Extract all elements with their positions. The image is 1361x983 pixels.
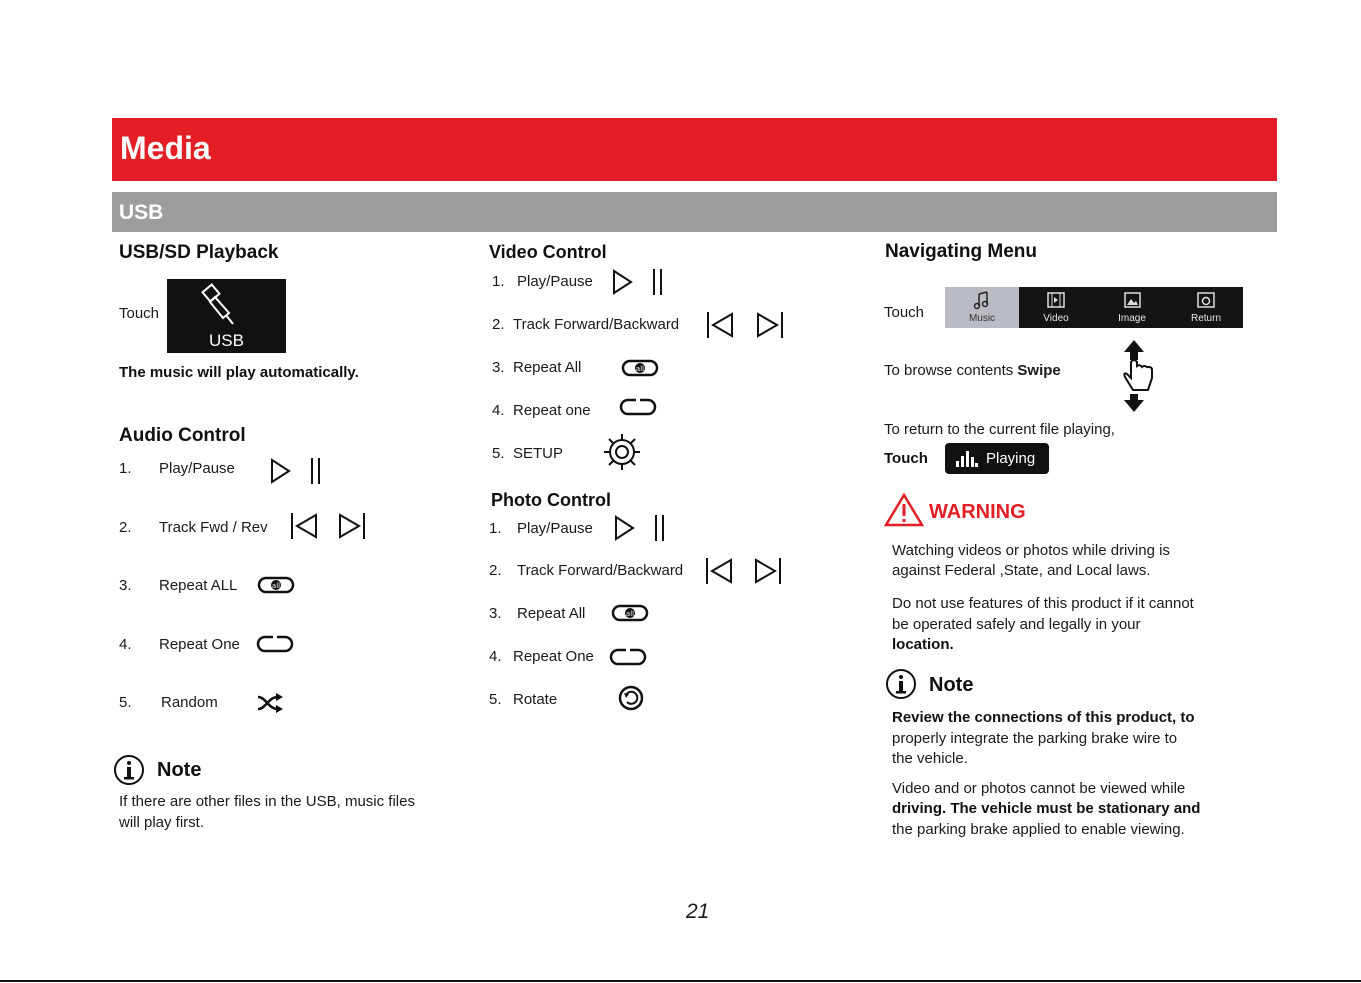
list-item-number: 5.	[489, 691, 502, 708]
repeat-all-icon	[621, 358, 659, 378]
video-control-heading: Video Control	[489, 242, 607, 262]
menu-video-button[interactable]	[1019, 287, 1093, 328]
list-item-number: 3.	[119, 577, 132, 594]
warning-text: be operated safely and legally in your	[892, 616, 1141, 633]
video-icon	[1047, 292, 1065, 308]
list-item-label: Repeat ALL	[159, 577, 238, 594]
list-item-number: 1.	[489, 520, 502, 537]
note-text: Video and or photos cannot be viewed while	[892, 780, 1186, 797]
warning-text: location.	[892, 636, 954, 653]
subsection-title: USB	[119, 201, 164, 224]
list-item-label: Track Fwd / Rev	[159, 519, 268, 536]
section-title-bar	[112, 118, 1277, 181]
list-item-number: 3.	[489, 605, 502, 622]
list-item-number: 4.	[119, 636, 132, 653]
note-heading: Note	[157, 759, 202, 781]
note-text: If there are other files in the USB, music files	[119, 793, 415, 810]
list-item-number: 1.	[119, 460, 132, 477]
svg-text:all: all	[271, 582, 281, 590]
note-text: Review the connections of this product, to	[892, 709, 1195, 726]
usb-playback-heading: USB/SD Playback	[119, 242, 279, 263]
subsection-bar	[112, 192, 1277, 232]
info-icon	[885, 668, 917, 700]
page-number: 21	[686, 900, 710, 923]
shuffle-icon	[256, 692, 284, 714]
now-playing-label: Playing	[986, 450, 1036, 467]
music-icon	[974, 291, 990, 311]
repeat-one-icon	[619, 397, 657, 417]
list-item-label: Track Forward/Backward	[517, 562, 684, 579]
list-item-label: Play/Pause	[159, 460, 235, 477]
list-item-label: Repeat All	[513, 359, 582, 376]
media-menu-bar	[945, 287, 1243, 328]
auto-play-text: The music will play automatically.	[119, 364, 359, 381]
repeat-one-icon	[256, 634, 294, 654]
note-text: will play first.	[119, 814, 205, 831]
touch-label: Touch	[884, 304, 925, 321]
equalizer-icon	[956, 451, 978, 467]
list-item-number: 4.	[492, 402, 505, 419]
image-icon	[1124, 292, 1141, 308]
list-item-label: Repeat All	[517, 605, 586, 622]
list-item-label: Repeat One	[513, 648, 594, 665]
play-pause-icon	[614, 514, 666, 542]
list-item-label: Play/Pause	[517, 520, 593, 537]
track-next-icon	[337, 512, 367, 540]
track-next-icon	[753, 557, 783, 585]
play-pause-icon	[612, 268, 664, 296]
list-item-label: Repeat One	[159, 636, 240, 653]
menu-music-button[interactable]	[945, 287, 1019, 328]
menu-video-label: Video	[1043, 313, 1069, 324]
navigating-menu-heading: Navigating Menu	[885, 241, 1038, 262]
track-previous-icon	[705, 557, 735, 585]
swipe-text: Swipe	[1017, 362, 1061, 379]
list-item-number: 5.	[119, 694, 132, 711]
list-item-number: 2.	[492, 316, 505, 333]
warning-heading: WARNING	[929, 501, 1026, 523]
warning-text: Watching videos or photos while driving is	[892, 542, 1170, 559]
swipe-gesture-icon	[1114, 340, 1158, 412]
now-playing-button[interactable]	[945, 443, 1049, 474]
warning-text: against Federal ,State, and Local laws.	[892, 562, 1151, 579]
browse-text: To browse contents	[884, 362, 1014, 379]
note-text: the vehicle.	[892, 750, 968, 767]
list-item-number: 2.	[489, 562, 502, 579]
play-pause-icon	[270, 457, 322, 485]
list-item-label: Play/Pause	[517, 273, 593, 290]
list-item-label: SETUP	[513, 445, 564, 462]
note-heading: Note	[929, 674, 974, 696]
menu-image-button[interactable]	[1095, 287, 1169, 328]
info-icon	[113, 754, 145, 786]
track-previous-icon	[290, 512, 320, 540]
repeat-all-icon	[611, 603, 649, 623]
track-previous-icon	[706, 311, 736, 339]
note-text: the parking brake applied to enable viewing.	[892, 821, 1185, 838]
list-item-label: Rotate	[513, 691, 558, 708]
browse-instruction	[884, 362, 1061, 379]
return-instruction: To return to the current file playing,	[884, 421, 1115, 438]
list-item-number: 5.	[492, 445, 505, 462]
repeat-one-icon	[609, 647, 647, 667]
usb-button-label: USB	[209, 331, 244, 350]
track-next-icon	[755, 311, 785, 339]
list-item-number: 1.	[492, 273, 505, 290]
list-item-label: Track Forward/Backward	[513, 316, 680, 333]
list-item-label: Random	[161, 694, 218, 711]
menu-music-label: Music	[968, 313, 996, 324]
list-item-number: 3.	[492, 359, 505, 376]
return-icon	[1197, 292, 1215, 308]
list-item-number: 2.	[119, 519, 132, 536]
menu-return-label: Return	[1190, 313, 1221, 324]
rotate-icon	[618, 685, 644, 711]
svg-text:all: all	[625, 610, 635, 618]
note-text: properly integrate the parking brake wire to	[892, 730, 1178, 747]
repeat-all-icon	[257, 575, 295, 595]
bottom-rule	[0, 980, 1361, 982]
warning-text: Do not use features of this product if it cannot	[892, 595, 1194, 612]
svg-text:all: all	[635, 365, 645, 373]
note-text: driving. The vehicle must be stationary and	[892, 800, 1201, 817]
touch-label: Touch	[884, 450, 928, 467]
section-title: Media	[120, 130, 211, 166]
audio-control-heading: Audio Control	[119, 425, 246, 446]
touch-label: Touch	[119, 305, 160, 322]
warning-icon	[884, 493, 924, 527]
list-item-label: Repeat one	[513, 402, 591, 419]
menu-return-button[interactable]	[1169, 287, 1243, 328]
usb-button[interactable]	[167, 279, 286, 353]
usb-plug-icon	[201, 283, 241, 329]
photo-control-heading: Photo Control	[491, 490, 611, 510]
list-item-number: 4.	[489, 648, 502, 665]
gear-icon	[602, 432, 642, 472]
menu-image-label: Image	[1118, 313, 1146, 324]
